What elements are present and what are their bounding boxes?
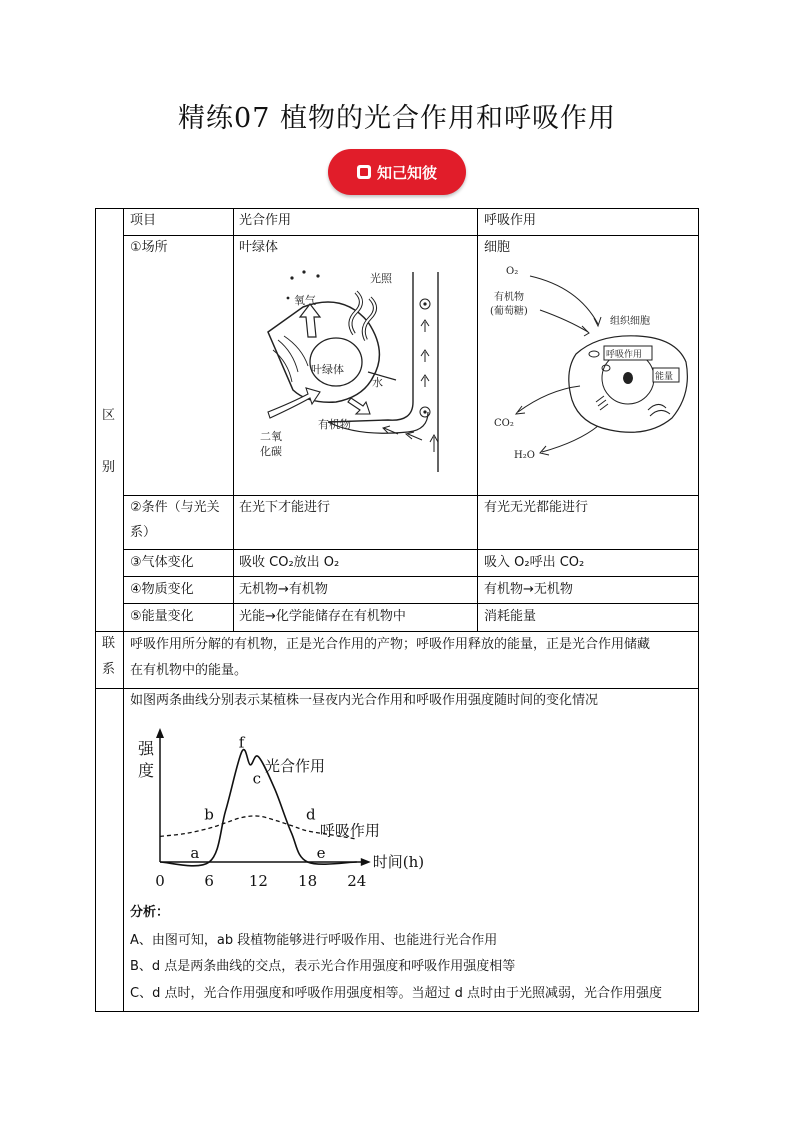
- chloroplast-figure: [248, 262, 453, 482]
- row-condition-item-2: 系）: [130, 525, 157, 540]
- graph-intro: 如图两条曲线分别表示某植株一昼夜内光合作用和呼吸作用强度随时间的变化情况: [130, 693, 599, 708]
- point-label-d: d: [305, 805, 316, 824]
- cell-organic-line1: 有机物: [494, 292, 524, 303]
- y-axis-label-1: 强: [138, 739, 155, 758]
- o2-label: O₂: [506, 266, 519, 277]
- point-label-e: e: [316, 844, 326, 862]
- section-badge: [328, 149, 466, 195]
- x-tick-label: 12: [248, 872, 268, 890]
- row-condition-item-1: ②条件（与光关: [130, 500, 220, 515]
- analysis-c: C、d 点时，光合作用强度和呼吸作用强度相等。当超过 d 点时由于光照减弱，光合作用强度: [130, 986, 662, 1001]
- co2-label-line1: 二氧: [260, 430, 282, 443]
- analysis-b: B、d 点是两条曲线的交点，表示光合作用强度和呼吸作用强度相等: [130, 959, 516, 974]
- point-label-f: f: [238, 733, 245, 752]
- side-label-xi: 系: [102, 662, 116, 677]
- photosynthesis-series-label: 光合作用: [264, 756, 325, 775]
- side-label-bie: 别: [102, 460, 116, 475]
- resp-box-label: 呼吸作用: [606, 350, 643, 360]
- co2-label-line2: 化碳: [260, 445, 282, 458]
- analysis-title: 分析：: [130, 905, 170, 920]
- header-respiration: 呼吸作用: [484, 213, 537, 228]
- row-matter-resp: 有机物→无机物: [484, 582, 573, 597]
- organic-label: 有机物: [318, 418, 351, 431]
- row-matter-photo: 无机物→有机物: [239, 582, 328, 597]
- oxygen-label: 氧气: [294, 294, 316, 307]
- x-tick-label: 24: [347, 872, 367, 890]
- energy-box-label: 能量: [655, 372, 674, 382]
- row-condition-photo: 在光下才能进行: [239, 500, 331, 515]
- x-tick-label: 0: [155, 872, 165, 890]
- row-location-photo: 叶绿体: [239, 240, 279, 255]
- row-location-item: ①场所: [130, 240, 168, 255]
- respiration-series-label: 呼吸作用: [319, 821, 380, 840]
- point-label-b: b: [204, 805, 214, 824]
- tissue-cell-label: 组织细胞: [610, 316, 650, 327]
- cell-organic-line2: (葡萄糖): [490, 306, 528, 317]
- row-gas-item: ③气体变化: [130, 555, 194, 570]
- co2-out-label: CO₂: [494, 418, 514, 429]
- light-label: 光照: [370, 272, 392, 285]
- link-text-line2: 在有机物中的能量。: [130, 663, 248, 678]
- row-gas-resp: 吸入 O₂呼出 CO₂: [484, 555, 585, 570]
- x-tick-label: 6: [204, 872, 214, 890]
- intensity-chart: [128, 722, 425, 892]
- chloroplast-label: 叶绿体: [311, 363, 344, 376]
- y-axis-arrow: [156, 728, 164, 738]
- header-item: 项目: [130, 213, 157, 228]
- row-gas-photo: 吸收 CO₂放出 O₂: [239, 555, 340, 570]
- book-icon: [357, 165, 371, 179]
- link-text-line1: 呼吸作用所分解的有机物，正是光合作用的产物；呼吸作用释放的能量，正是光合作用储藏: [130, 637, 651, 652]
- row-matter-item: ④物质变化: [130, 582, 194, 597]
- h2o-out-label: H₂O: [514, 450, 535, 461]
- point-label-c: c: [252, 769, 262, 788]
- section-badge-label: 知己知彼: [376, 163, 437, 182]
- water-label: 水: [372, 376, 383, 389]
- side-label-qu: 区: [102, 408, 116, 423]
- x-axis-label: 时间(h): [372, 853, 425, 871]
- row-location-resp: 细胞: [484, 240, 511, 255]
- cell-figure: [488, 262, 693, 467]
- x-tick-label: 18: [298, 872, 318, 890]
- row-energy-item: ⑤能量变化: [130, 609, 194, 624]
- page-title: 精练07 植物的光合作用和呼吸作用: [178, 103, 616, 134]
- row-energy-resp: 消耗能量: [484, 609, 537, 624]
- header-photosynthesis: 光合作用: [239, 213, 292, 228]
- side-label-lian: 联: [102, 636, 116, 651]
- row-condition-resp: 有光无光都能进行: [484, 500, 589, 515]
- x-axis-arrow: [361, 858, 371, 866]
- point-label-a: a: [190, 844, 200, 862]
- row-energy-photo: 光能→化学能储存在有机物中: [239, 609, 406, 624]
- analysis-a: A、由图可知，ab 段植物能够进行呼吸作用、也能进行光合作用: [130, 933, 498, 948]
- y-axis-label-2: 度: [138, 761, 155, 780]
